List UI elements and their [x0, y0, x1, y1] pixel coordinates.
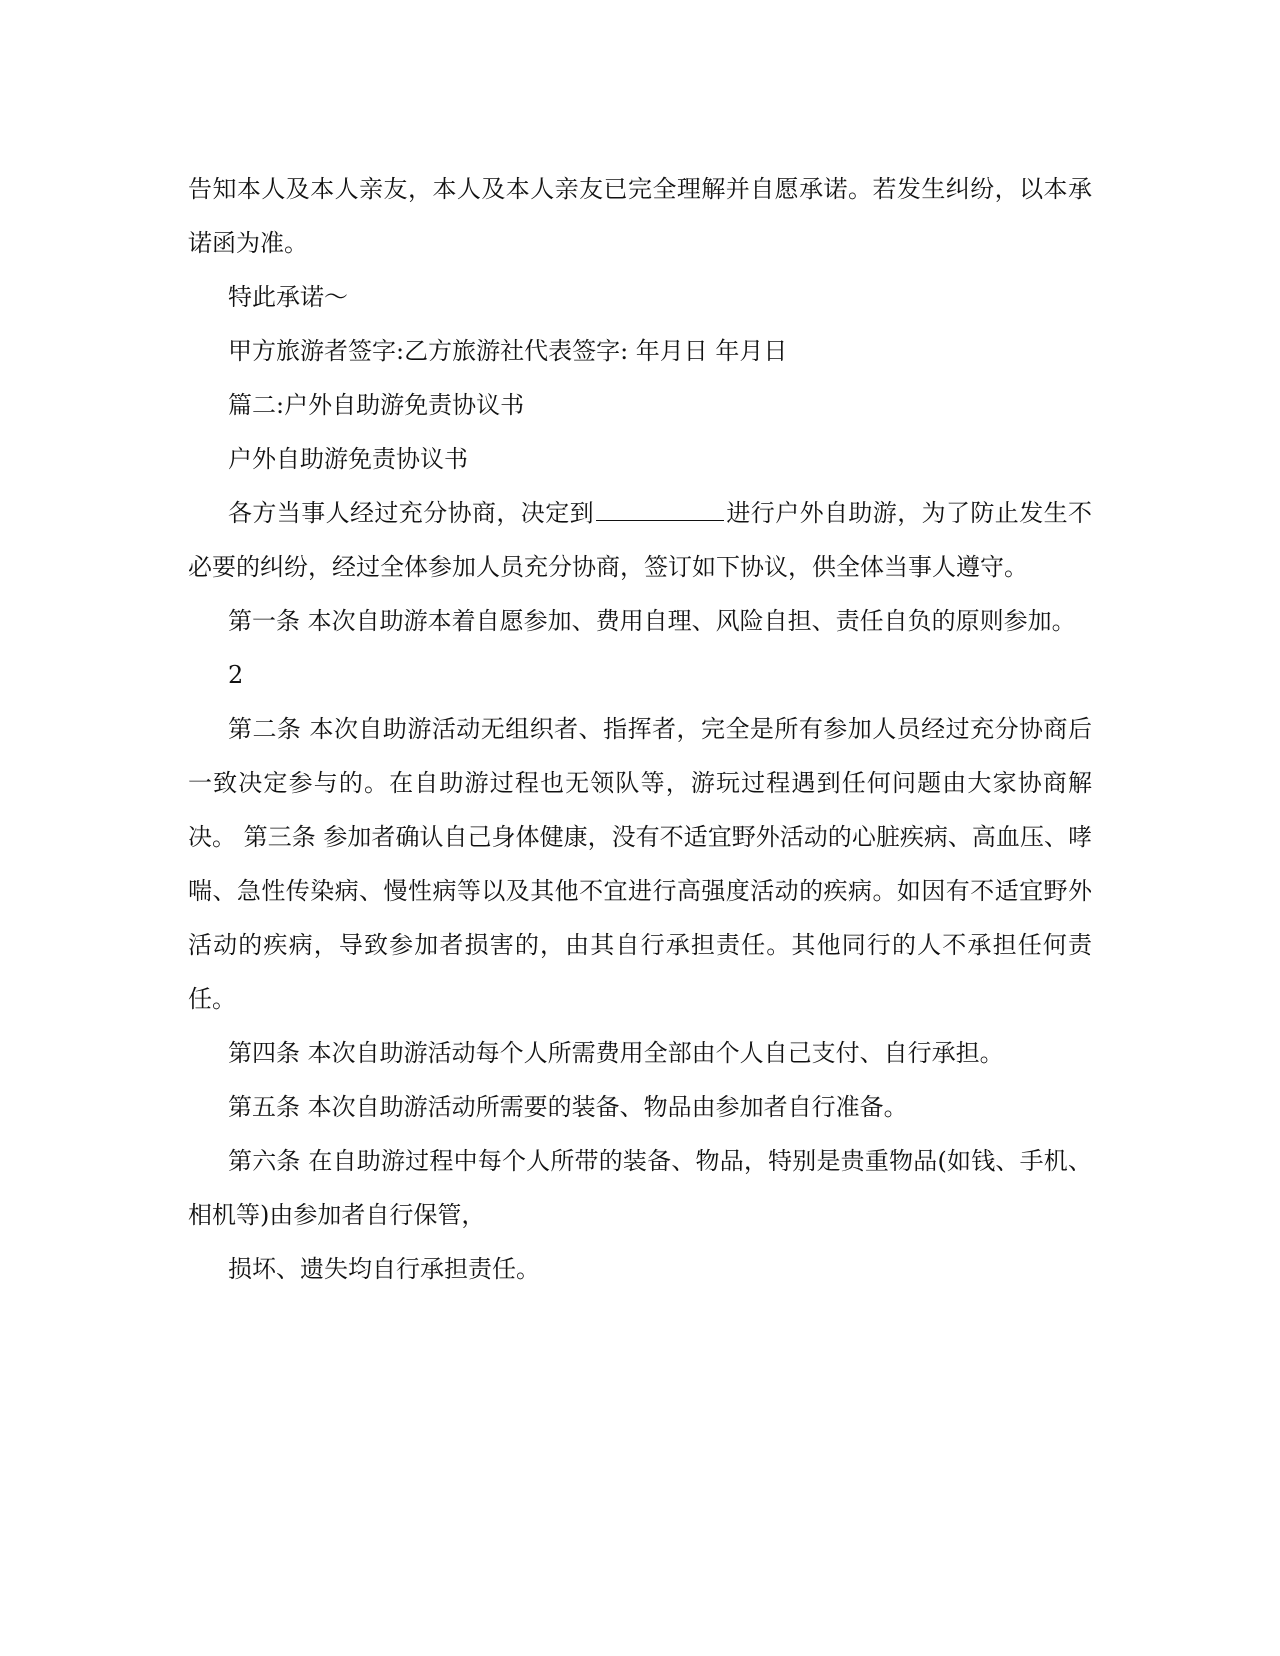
- paragraph-commitment-continuation: 告知本人及本人亲友，本人及本人亲友已完全理解并自愿承诺。若发生纠纷，以本承诺函为准。: [188, 175, 1092, 257]
- agreement-title: 户外自助游免责协议书: [228, 445, 468, 473]
- page-number: 2: [228, 661, 244, 689]
- article-6: 第六条 在自助游过程中每个人所带的装备、物品，特别是贵重物品(如钱、手机、相机等)由参加者自行保管，: [188, 1147, 1092, 1229]
- preamble-text-after-blank: 进行户外自助游，为了防止发生不必要的纠纷，经过全体参加人员充分协商，签订如下协议，供全体当事人遵守。: [188, 499, 1092, 581]
- preamble-text-before-blank: 各方当事人经过充分协商，决定到: [228, 499, 594, 527]
- article-4: 第四条 本次自助游活动每个人所需费用全部由个人自己支付、自行承担。: [228, 1039, 1004, 1067]
- article-2-and-3: 第二条 本次自助游活动无组织者、指挥者，完全是所有参加人员经过充分协商后一致决定参与的。在自助游过程也无领队等，游玩过程遇到任何问题由大家协商解决。 第三条 参加者确认自己身体健康，没有不适宜野外活动的心脏疾病、高血压、哮喘、急性传染病、慢性病等以及其他不宜进行高强度活动的疾病。如因有不适宜野外活动的疾病，导致参加者损害的，由其自行承担责任。其他同行的人不承担任何责任。: [188, 715, 1092, 1013]
- article-5: 第五条 本次自助游活动所需要的装备、物品由参加者自行准备。: [228, 1093, 908, 1121]
- article-1: 第一条 本次自助游本着自愿参加、费用自理、风险自担、责任自负的原则参加。: [228, 607, 1076, 635]
- paragraph-signature-line: 甲方旅游者签字:乙方旅游社代表签字: 年月日 年月日: [228, 337, 788, 365]
- paragraph-preamble: [188, 486, 1092, 594]
- document-body: [188, 162, 1092, 1296]
- article-6-continuation: 损坏、遗失均自行承担责任。: [228, 1255, 540, 1283]
- destination-blank-line: [596, 498, 724, 521]
- section-heading: 篇二:户外自助游免责协议书: [228, 391, 525, 419]
- paragraph-commitment-closing: 特此承诺～: [228, 283, 348, 311]
